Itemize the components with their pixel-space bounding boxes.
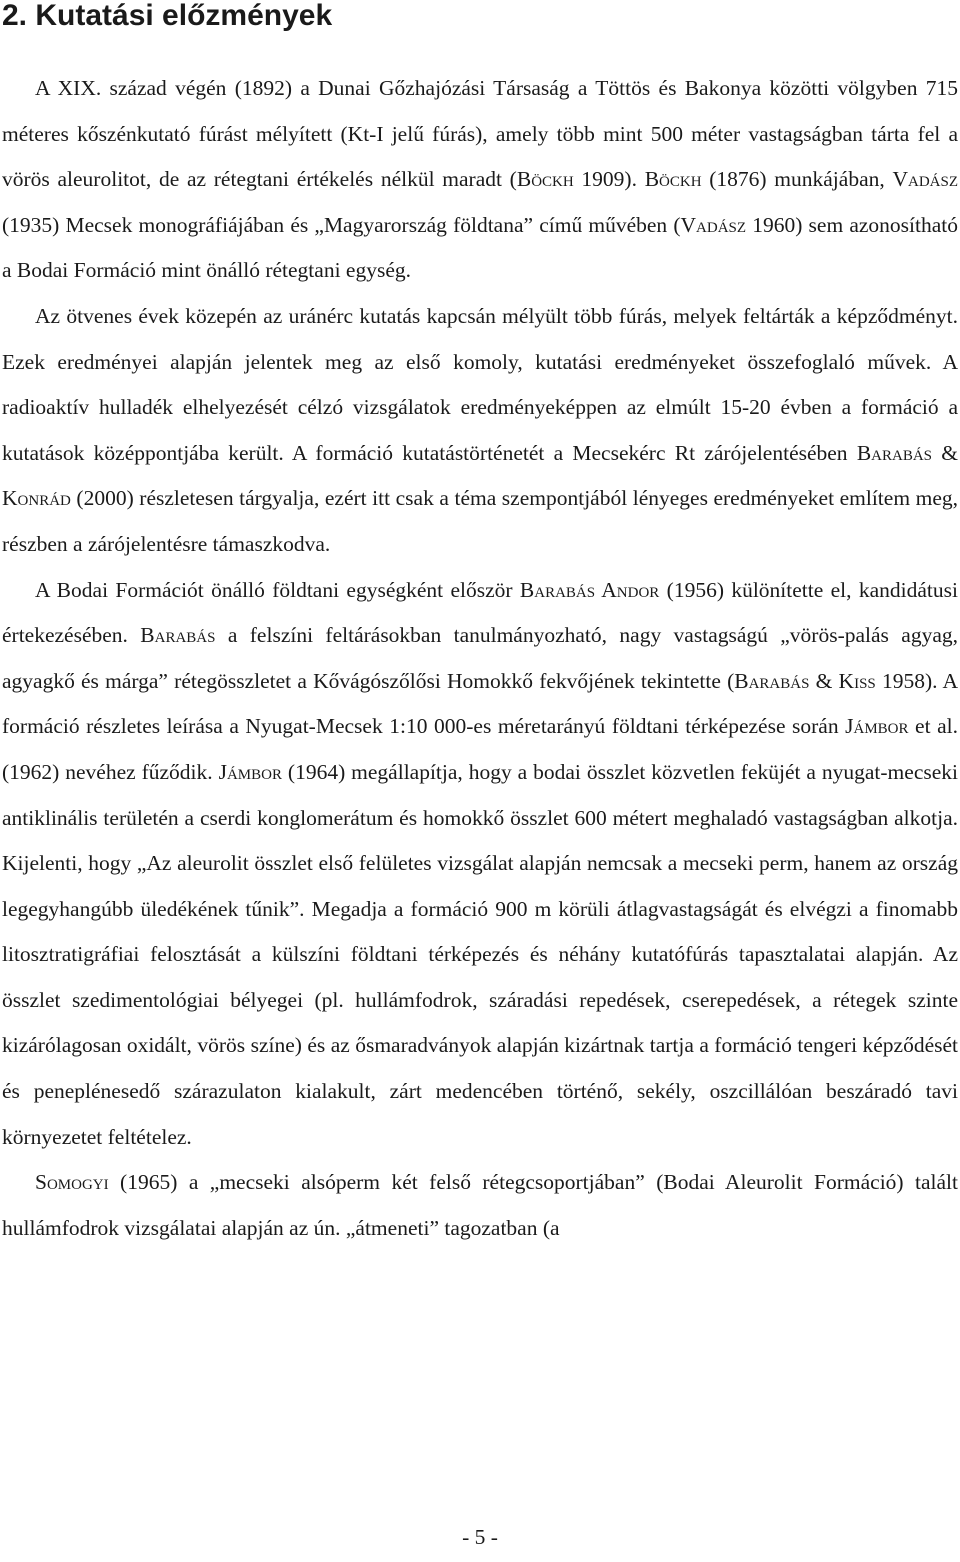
paragraph-3 xyxy=(2,568,958,1161)
text-run: (1935) Mecsek monográfiájában és „Magyarország földtana” című művében ( xyxy=(2,212,681,237)
paragraph-1 xyxy=(2,66,958,294)
author-name: Böckh xyxy=(516,167,574,192)
author-name: Böckh xyxy=(644,167,702,192)
paragraph-4 xyxy=(2,1160,958,1251)
author-name: Kiss xyxy=(838,668,876,693)
text-run: Az ötvenes évek közepén az uránérc kutatás kapcsán mélyült több fúrás, melyek feltárták a képződményt. Ezek eredményei alapján jelentek meg az első komoly, kutatási eredményeket összefoglaló művek. A radioaktív hulladék elhelyezését célzó vizsgálatok eredményeképpen az elmúlt 15-20 évben a formáció a kutatások középpontjába került. A formáció kutatástörténetét a Mecsekérc Rt zárójelentésében xyxy=(2,303,958,465)
author-name: Jámbor xyxy=(218,759,282,784)
author-name: Barabás xyxy=(856,440,933,465)
text-run: 1909). xyxy=(573,167,645,192)
author-name: Vadász xyxy=(680,212,747,237)
text-run: et al. (1962) nevéhez fűződik. xyxy=(2,714,958,784)
author-name: Konrád xyxy=(2,486,71,511)
text-run: A Bodai Formációt önálló földtani egységként először xyxy=(35,577,520,602)
text-run: (2000) részletesen tárgyalja, ezért itt csak a téma szempontjából lényeges eredményeket említem meg, részben a zárójelentésre támaszkodva. xyxy=(2,486,958,556)
author-name: Jámbor xyxy=(845,714,909,739)
text-run: 1960) sem azonosítható a Bodai Formáció mint önálló rétegtani egység. xyxy=(2,212,958,283)
author-name: Barabás xyxy=(140,623,216,648)
section-heading: 2. Kutatási előzmények xyxy=(2,0,333,32)
paragraph-2 xyxy=(2,294,958,568)
body-text xyxy=(2,66,958,1251)
text-run: & xyxy=(809,668,839,693)
author-name: Vadász xyxy=(892,167,958,192)
text-run: a felszíni feltárásokban tanulmányozható, nagy vastagságú „vörös-palás agyag, agyagkő és márga” rétegösszletet a Kővágószőlősi Homokkő fekvőjének tekintette ( xyxy=(2,623,958,693)
text-run: (1956) különítette el, kandidátusi értekezésében. xyxy=(2,577,958,648)
text-run: 1958). A formáció részletes leírása a Nyugat-Mecsek 1:10 000-es méretarányú földtani térképezése során xyxy=(2,668,959,739)
text-run: (1964) megállapítja, hogy a bodai összlet közvetlen feküjét a nyugat-mecseki antiklinális területén a cserdi konglomerátum és homokkő összlet 600 métert meghaladó vastagságban alkotja. Kijelenti, hogy „Az aleurolit összlet első felületes vizsgálat alapján nemcsak a mecseki perm, hanem az ország legegyhangúbb üledékének tűnik”. Megadja a formáció 900 m körüli átlagvastagságát és elvégzi a finomabb litosztratigráfiai felosztását a külszíni földtani térképezés és néhány kutatófúrás tapasztalatai alapján. Az összlet szedimentológiai bélyegei (pl. hullámfodrok, száradási repedések, cserepedések, a rétegek szinte kizárólagosan oxidált, vörös színe) és az ősmaradványok alapján kizártnak tartja a formáció tengeri képződését és peneplénesedő szárazulaton kialakult, zárt medencében történő, sekély, oszcillálóan beszáradó tavi környezetet feltételez. xyxy=(2,759,958,1149)
text-run: A XIX. század végén (1892) a Dunai Gőzhajózási Társaság a Töttös és Bakonya közötti völgyben 715 méteres kőszénkutató fúrást mélyített (Kt-I jelű fúrás), amely több mint 500 méter vastagságban tárta fel a vörös aleurolitot, de az rétegtani értékelés nélkül maradt ( xyxy=(2,76,958,192)
text-run: (1965) a „mecseki alsóperm két felső rétegcsoportjában” (Bodai Aleurolit Formáció) talált hullámfodrok vizsgálatai alapján az ún. „átmeneti” tagozatban (a xyxy=(2,1170,958,1240)
author-name: Barabás Andor xyxy=(519,577,660,602)
author-name: Barabás xyxy=(734,668,810,693)
page-number: - 5 - xyxy=(462,1525,498,1549)
text-run: (1876) munkájában, xyxy=(701,167,893,192)
text-run: & xyxy=(932,440,958,465)
author-name: Somogyi xyxy=(35,1170,109,1195)
